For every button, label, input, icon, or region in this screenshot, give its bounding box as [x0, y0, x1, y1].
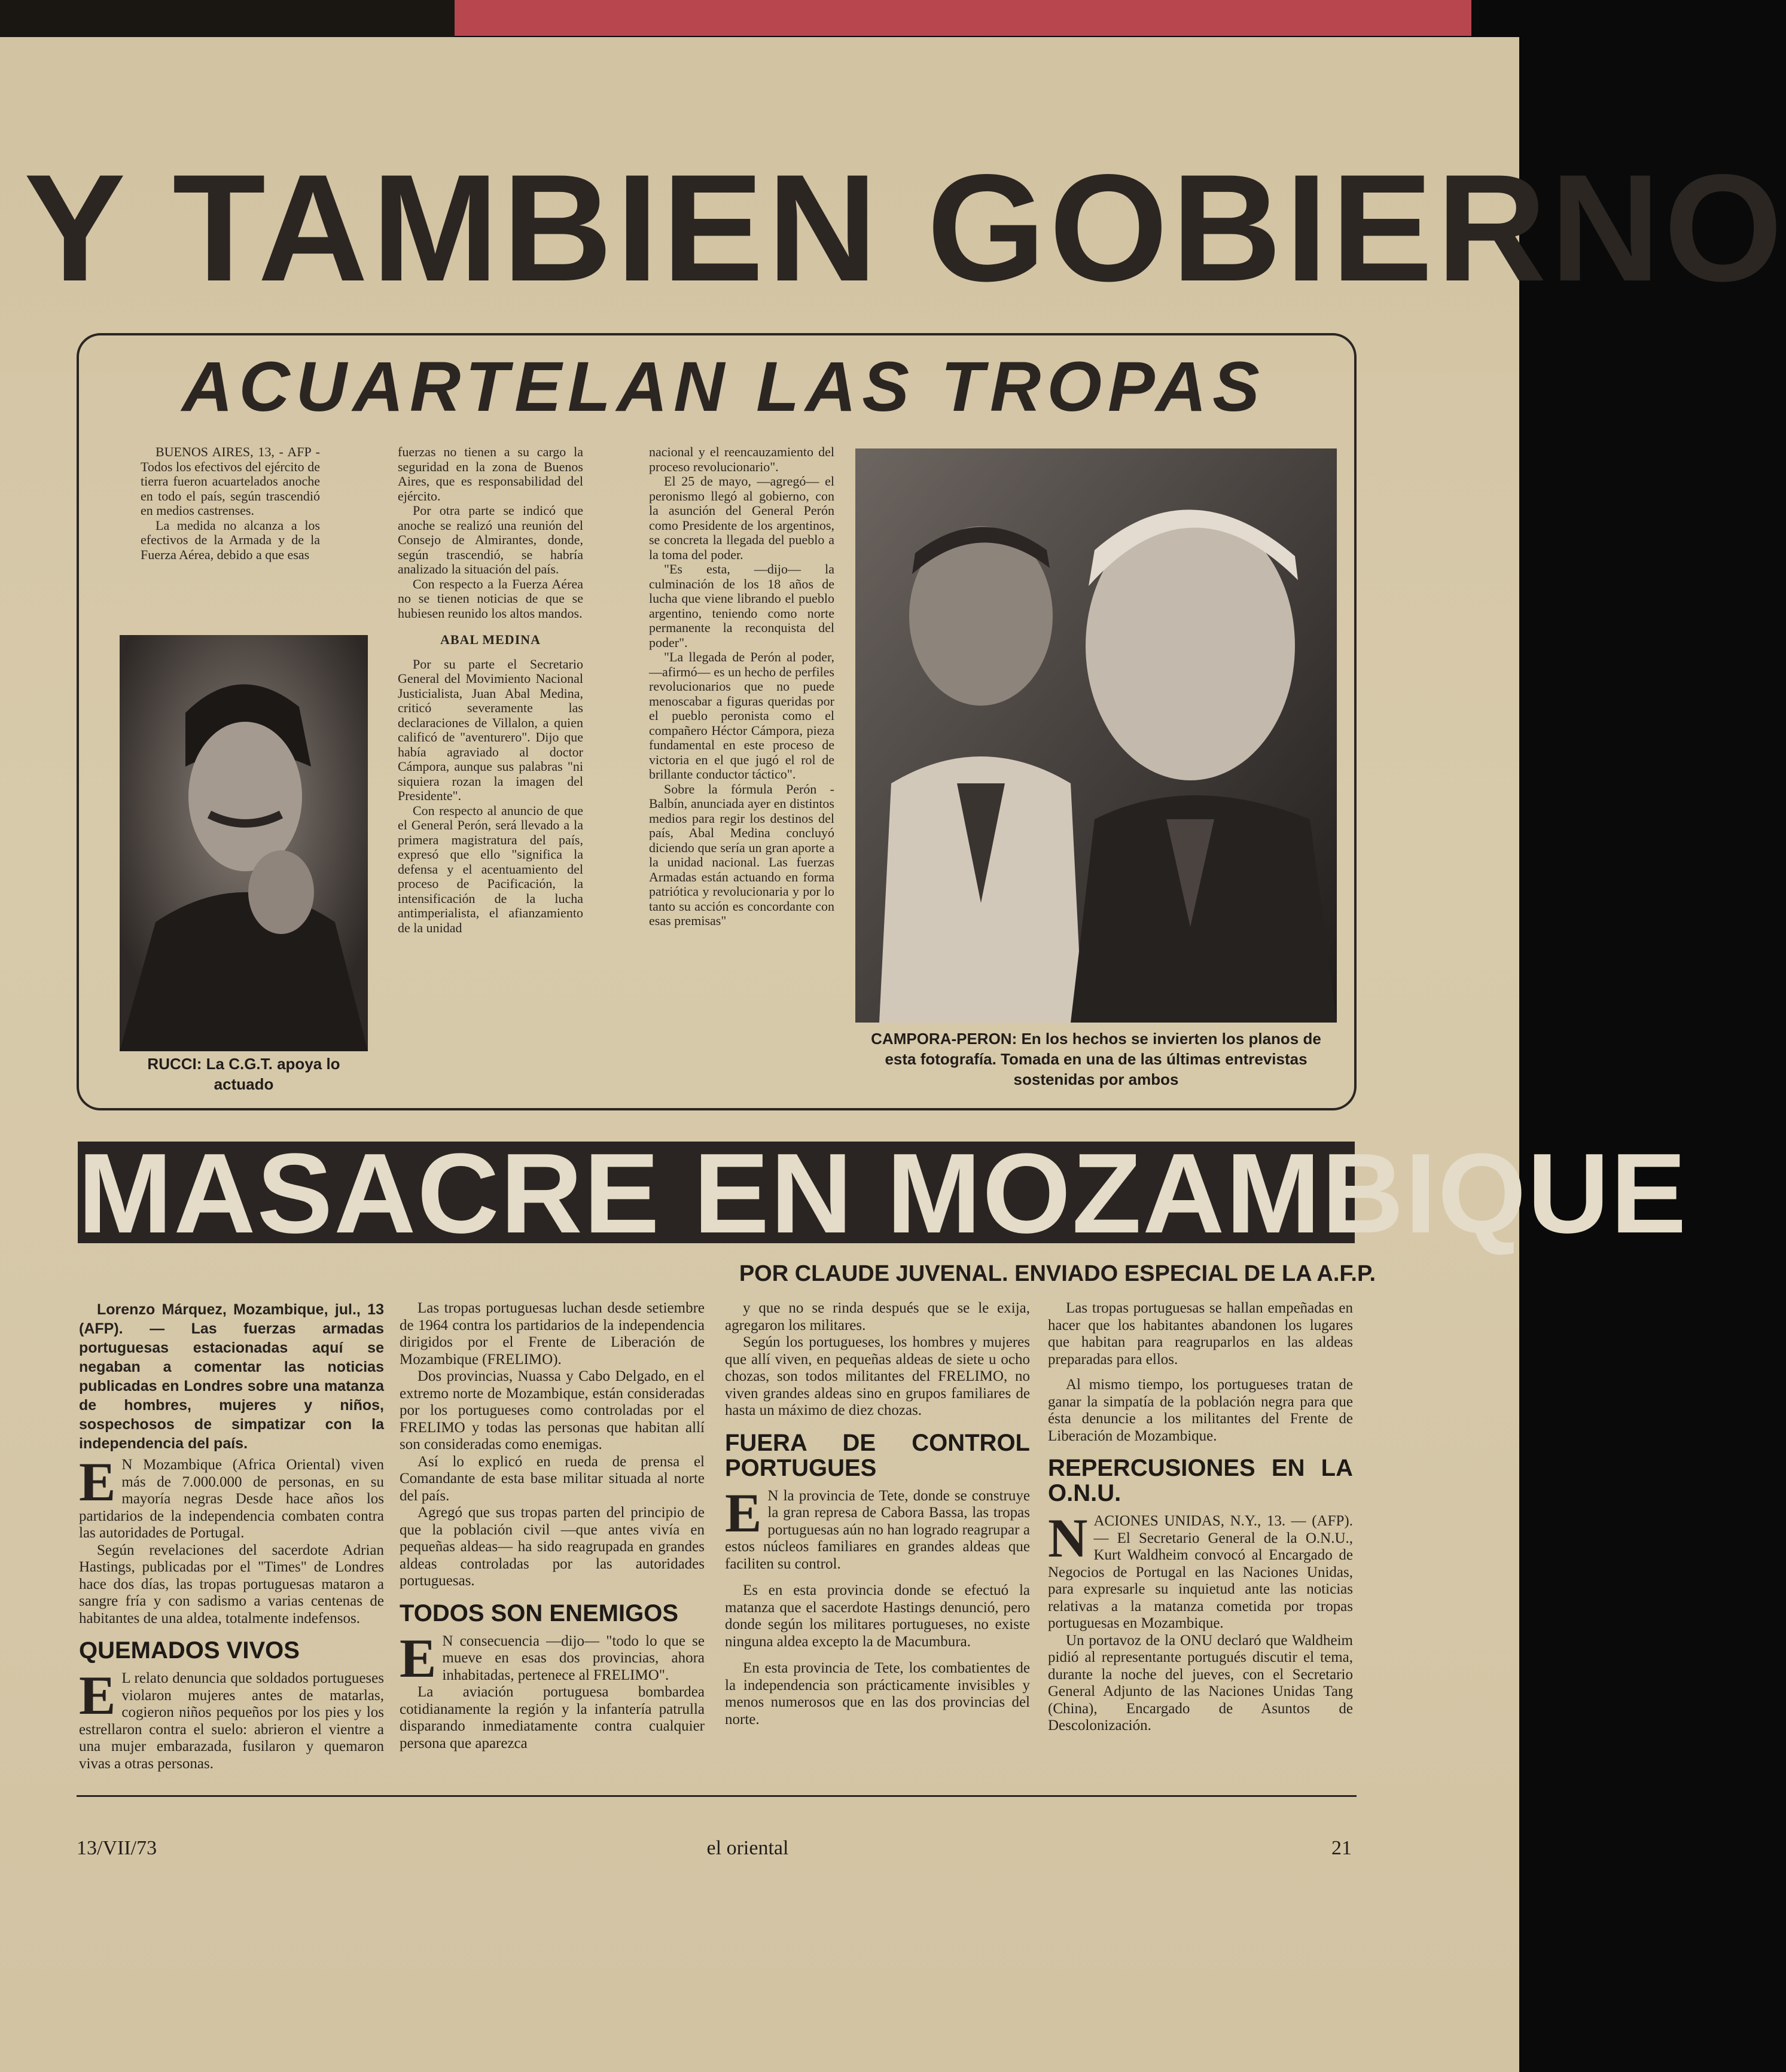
- photo-campora-peron: [855, 448, 1337, 1023]
- portrait-illustration: [120, 635, 368, 1051]
- paragraph: Con respecto al anuncio de que el General Perón, será llevado a la primera magistratura del país, expresó que ello "significa la defensa y el acentuamiento del proceso de Pacificación, la intensificación de la lucha antimperialista, el afianzamiento de la unidad: [398, 802, 583, 935]
- footer-page-number: 21: [1331, 1837, 1352, 1859]
- paragraph: E N la provincia de Tete, donde se construye la gran represa de Cabora Bassa, las tropas portuguesas aún no han logrado reagrupar a estos núcleos familiares en grandes aldeas que faciliten su control.: [725, 1482, 1030, 1572]
- paragraph: La medida no alcanza a los efectivos de la Armada y de la Fuerza Aérea, debido a que esas: [141, 517, 320, 562]
- subhead-repercusiones: REPERCUSIONES EN LA O.N.U.: [1048, 1455, 1353, 1506]
- paragraph: Según los portugueses, los hombres y mujeres que allí viven, en pequeñas aldeas de siete u ocho chozas, son todos militantes del FRELIMO, no viven grandes aldeas sino en grupos familiares de hasta un máximo de diez chozas.: [725, 1334, 1030, 1418]
- box-headline: ACUARTELAN LAS TROPAS: [182, 347, 1266, 426]
- paragraph: E N Mozambique (Africa Oriental) viven más de 7.000.000 de personas, en su mayoría negras Desde hace años los partidarios de la independencia combaten contra las autoridades de Portugal.: [79, 1451, 384, 1541]
- paragraph: Por su parte el Secretario General del Movimiento Nacional Justicialista, Juan Abal Medina, criticó severamente las declaraciones de Villalon, a quien calificó de "aventurero". Dijo que había agraviado al doctor Cámpora, aunque sus palabras "ni siquiera rozan la imagen del Presidente".: [398, 656, 583, 803]
- subhead-todos-son-enemigos: TODOS SON ENEMIGOS: [400, 1600, 678, 1627]
- paragraph: En esta provincia de Tete, los combatientes de la independencia son prácticamente invisibles y menos numerosos que en las dos provincias del norte.: [725, 1660, 1030, 1728]
- paragraph: E N consecuencia —dijo— "todo lo que se mueve en esas dos provincias, ahora inhabitadas, pertenece al FRELIMO".: [400, 1627, 705, 1689]
- main-headline: Y TAMBIEN GOBIERNO: [24, 143, 1786, 313]
- scan-border-top: [0, 0, 455, 37]
- drop-cap: N: [1048, 1508, 1088, 1569]
- paragraph: y que no se rinda después que se le exija, agregaron los militares.: [725, 1300, 1030, 1333]
- drop-cap: E: [79, 1451, 116, 1512]
- paragraph: Es en esta provincia donde se efectuó la matanza que el sacerdote Hastings denunció, pero donde según los militares portugueses, no existe ninguna aldea excepto la de Macumbura.: [725, 1582, 1030, 1650]
- box-column-1: [141, 445, 320, 562]
- article-column-4: [1048, 1300, 1353, 1735]
- paragraph: Agregó que sus tropas parten del principio de que la población civil —que antes vivía en pequeñas aldeas— ha sido reagrupada en grandes aldeas controladas por las autoridades portuguesas.: [400, 1505, 705, 1589]
- paragraph: Por otra parte se indicó que anoche se realizó una reunión del Consejo de Almirantes, donde, según trascendió, se habría analizado la situación del país.: [398, 503, 583, 576]
- paragraph: Sobre la fórmula Perón - Balbín, anunciada ayer en distintos medios para regir los destinos del país, Abal Medina concluyó diciendo que sería un gran aporte a la unidad nacional. Las fuerzas Armadas están actuando en forma patriótica y revolucionaria y por lo tanto su acción es concordante con esas premisas": [649, 781, 834, 928]
- photo-rucci: [120, 635, 368, 1051]
- binding-edge: [455, 0, 1471, 36]
- paragraph: Así lo explicó en rueda de prensa el Comandante de esta base militar situada al norte del país.: [400, 1453, 705, 1504]
- article-column-1: [79, 1300, 384, 1772]
- footer-date: 13/VII/73: [77, 1837, 157, 1859]
- drop-cap: E: [79, 1665, 116, 1726]
- footer-rule: [77, 1795, 1357, 1797]
- paragraph: BUENOS AIRES, 13, - AFP - Todos los efectivos del ejército de tierra fueron acuartelados anoche en todo el país, según trascendió en medios castrenses.: [141, 444, 320, 518]
- box-subhead: ABAL MEDINA: [440, 632, 541, 647]
- footer-paper-name: el oriental: [706, 1837, 789, 1859]
- photo-illustration: [855, 448, 1337, 1023]
- newspaper-page: [0, 37, 1786, 2072]
- paragraph: Con respecto a la Fuerza Aérea no se tienen noticias de que se hubiesen reunido los altos mandos.: [398, 576, 583, 621]
- paragraph: fuerzas no tienen a su cargo la seguridad en la zona de Buenos Aires, que es responsabilidad del ejército.: [398, 444, 583, 503]
- paragraph: nacional y el reencauzamiento del proceso revolucionario".: [649, 444, 834, 474]
- paragraph: E L relato denuncia que soldados portugueses violaron mujeres antes de matarlas, cogieron niños pequeños por los pies y los estrellaron contra el suelo: abrieron el vientre a una mujer embarazada, fusilaron y quemaron vivas a otras personas.: [79, 1665, 384, 1772]
- photo-campora-peron-caption: CAMPORA-PERON: En los hechos se invierten los planos de esta fotografía. Tomada en una de las últimas entrevistas sostenidas por ambos: [871, 1030, 1321, 1088]
- paragraph: Las tropas portuguesas se hallan empeñadas en hacer que los habitantes abandonen los lugares que habitan para reagruparlos en las aldeas preparadas para ellos.: [1048, 1300, 1353, 1368]
- paragraph: NACIONES UNIDAS, N.Y., 13. — (AFP). — El Secretario General de la O.N.U., Kurt Waldheim convocó al Encargado de Negocios de Portugal en las Naciones Unidas, para expresarle su inquietud ante las noticias relativas a la matanza cometida por tropas portuguesas en Mozambique.: [1048, 1508, 1353, 1631]
- paragraph: Al mismo tiempo, los portugueses tratan de ganar la simpatía de la población negra para que ésta denuncie a los militantes del Frente de Liberación de Mozambique.: [1048, 1377, 1353, 1444]
- section-banner: [78, 1130, 1688, 1257]
- paragraph: Dos provincias, Nuassa y Cabo Delgado, en el extremo norte de Mozambique, están consideradas por los portugueses como controladas por el FRELIMO y todas las personas que habitan allí son consideradas como enemigas.: [400, 1368, 705, 1452]
- subhead-fuera-de-control: FUERA DE CONTROL PORTUGUES: [725, 1429, 1030, 1481]
- subhead-quemados-vivos: QUEMADOS VIVOS: [79, 1637, 300, 1664]
- drop-cap: E: [400, 1627, 437, 1689]
- paragraph: El 25 de mayo, —agregó— el peronismo llegó al gobierno, con la asunción del General Perón como Presidente de los argentinos, se concreta la llegada del pueblo a la toma del poder.: [649, 474, 834, 562]
- paragraph: La aviación portuguesa bombardea cotidianamente la región y la infantería patrulla disparando inmediatamente contra cualquier persona que aparezca: [400, 1684, 705, 1751]
- paragraph: Un portavoz de la ONU declaró que Waldheim pidió al representante portugués discutir el tema, durante la noche del jueves, con el Secretario General Adjunto de las Naciones Unidas Tang (China), Encargado de Asuntos de Descolonización.: [1048, 1632, 1353, 1734]
- article-column-2: [400, 1300, 705, 1752]
- banner-headline: MASACRE EN MOZAMBIQUE: [78, 1130, 1688, 1257]
- paragraph: Las tropas portuguesas luchan desde setiembre de 1964 contra los partidarios de la independencia dirigidos por el Frente de Liberación de Mozambique (FRELIMO).: [400, 1300, 705, 1368]
- byline: POR CLAUDE JUVENAL. ENVIADO ESPECIAL DE LA A.F.P.: [739, 1261, 1376, 1286]
- box-column-3: [649, 445, 834, 929]
- paragraph: "La llegada de Perón al poder, —afirmó— es un hecho de perfiles revolucionarios que no puede menoscabar a figuras queridas por el pueblo peronista como el compañero Héctor Cámpora, pieza fundamental en este proceso de victoria en el que jugó el rol de brillante conductor táctico".: [649, 649, 834, 782]
- paragraph: "Es esta, —dijo— la culminación de los 18 años de lucha que viene librando el pueblo argentino, teniendo como norte permanente la reconquista del poder".: [649, 562, 834, 650]
- photo-rucci-caption: RUCCI: La C.G.T. apoya lo actuado: [147, 1055, 340, 1093]
- drop-cap: E: [725, 1482, 762, 1543]
- paragraph: Según revelaciones del sacerdote Adrian Hastings, publicadas por el "Times" de Londres hace dos días, las tropas portuguesas mataron a sangre fría y con sadismo a varias centenas de habitantes de una aldea, totalmente indefensos.: [79, 1542, 384, 1627]
- box-column-2: [398, 445, 583, 935]
- article-column-3: [725, 1300, 1030, 1728]
- article-lead: Lorenzo Márquez, Mozambique, jul., 13 (AFP). — Las fuerzas armadas portuguesas estacionadas aquí se negaban a comentar las noticias publicadas en Londres sobre una matanza de hombres, mujeres y niños, sospechosos de simpatizar con la independencia del país.: [79, 1301, 384, 1452]
